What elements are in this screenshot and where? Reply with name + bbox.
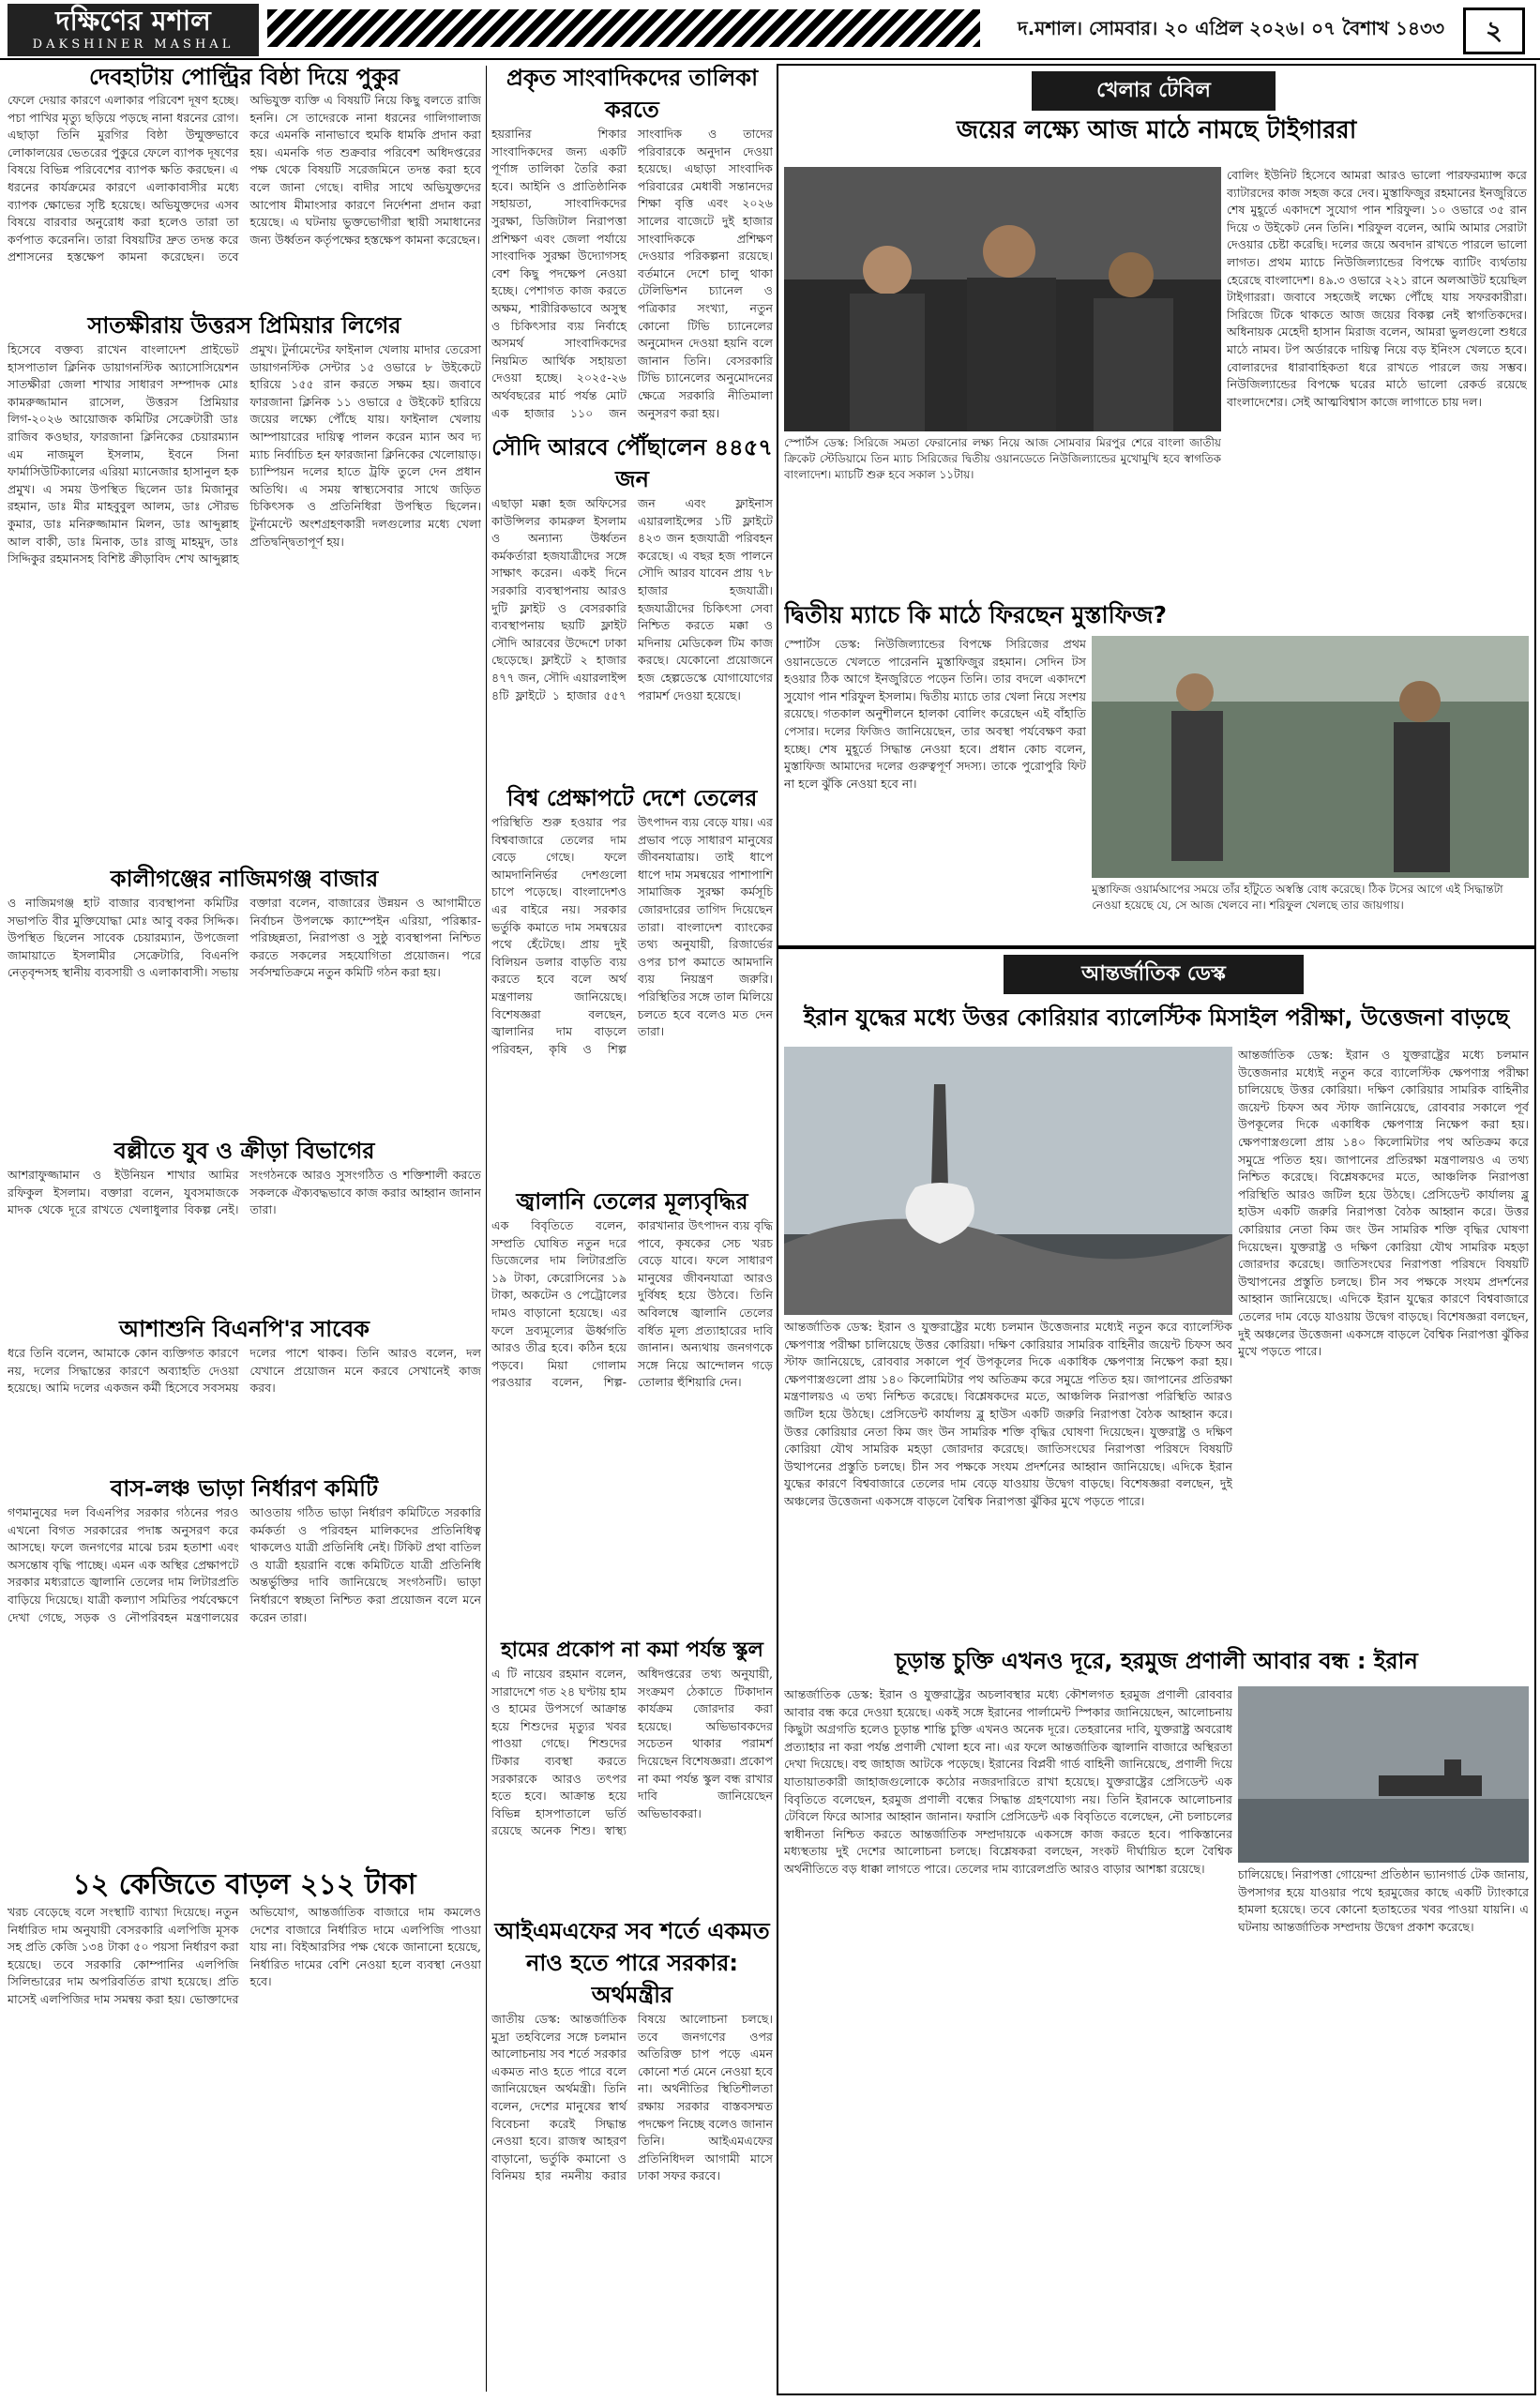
- article-lpg-body: খরচ বেড়েছে বলে সংস্থাটি ব্যাখ্যা দিয়েছে। নতুন নির্ধারিত দাম অনুযায়ী বেসরকারি এলপিজি মূসক সহ প্রতি কেজি ১৩৪ টাকা ৫০ পয়সা নির্ধারণ করা হয়েছে। তবে সরকারি কোম্পানির এলপিজি সিলিন্ডারের দাম অপরিবর্তিত রাখা হয়েছে। প্রতি মাসেই এলপিজির দাম সমন্বয় করা হয়। ভোক্তাদের অভিযোগ, আন্তর্জাতিক বাজারে দাম কমলেও দেশের বাজারে নির্ধারিত দামে এলপিজি পাওয়া যায় না। বিইআরসির পক্ষ থেকে জানানো হয়েছে, নির্ধারিত দামের বেশি নেওয়া হলে ব্যবস্থা নেওয়া হবে।: [8, 1905, 481, 2006]
- headline-tigers[interactable]: জয়ের লক্ষ্যে আজ মাঠে নামছে টাইগাররা: [956, 116, 1357, 144]
- middle-column: [491, 62, 773, 2397]
- logo-bengali: দক্ষিণের মশাল: [55, 5, 211, 37]
- international-section-title: আন্তর্জাতিক ডেস্ক: [1004, 955, 1304, 994]
- headline-youth[interactable]: বল্লীতে যুব ও ক্রীড়া বিভাগের: [113, 1138, 375, 1164]
- article-kaliganj-body: ও নাজিমগঞ্জ হাট বাজার ব্যবস্থাপনা কমিটির সভাপতি বীর মুক্তিযোদ্ধা মোঃ আবু বকর সিদ্দিক। উপস্থিত ছিলেন সাবেক চেয়ারম্যান, উপজেলা জামায়াতে ইসলামীর সেক্রেটারি, বিএনপি নেতৃবৃন্দসহ স্থানীয় ব্যবসায়ী ও এলাকাবাসী। সভায় বক্তারা বলেন, বাজারের উন্নয়ন ও আগামীতে নির্বাচন উপলক্ষে ক্যাম্পেইন এরিয়া, পরিষ্কার-পরিচ্ছন্নতা, নিরাপত্তা ও সুষ্ঠু ব্যবস্থাপনা নিশ্চিত করতে সকলের সহযোগিতা প্রয়োজন। পরে সর্বসম্মতিক্রমে নতুন কমিটি গঠন করা হয়।: [8, 896, 481, 980]
- article-pond-body: ফেলে দেয়ার কারণে এলাকার পরিবেশ দূষণ হচ্ছে। পচা পাখির মৃত্যু ছড়িয়ে পড়ছে নানা ধরনের রোগ। এছাড়া তিনি মুরগির বিষ্ঠা উন্মুক্তভাবে লোকালয়ের ভেতরের পুকুরে ফেলে ব্যাপক দূষণের বিষয়ে বিভিন্ন পরিবেশের ব্যাপক ক্ষতি করছেন। এ ধরনের কার্যক্রমের কারণে এলাকাবাসীর মধ্যে ব্যাপক ক্ষোভের সৃষ্টি হয়েছে। অভিযুক্তদের এসব বিষয়ে বারবার অনুরোধ করা হলেও তারা তা কর্ণপাত করেননি। তারা বিষয়টির দ্রুত তদন্ত করে প্রশাসনের হস্তক্ষেপ কামনা করেছেন। তবে অভিযুক্ত ব্যক্তি এ বিষয়টি নিয়ে কিছু বলতে রাজি হননি। সে তাদেরকে নানা ধরনের গালিগালাজ করে এমনকি নানাভাবে হুমকি ধামকি প্রদান করা হয়। এমনকি গত শুক্রবার পরিবেশ অধিদপ্তরের পক্ষ থেকে বিষয়টি সরেজমিনে তদন্ত করা হবে বলে জানা গেছে। বাদীর সাথে অভিযুক্তদের আপোষ মীমাংসার কারণে নির্দেশনা প্রদান করা হয়েছে। এ ঘটনায় ভুক্তভোগীরা স্থায়ী সমাধানের জন্য উর্ধ্বতন কর্তৃপক্ষের হস্তক্ষেপ কামনা করেছেন।: [8, 93, 481, 264]
- article-measles-body: এ টি নায়েব রহমান বলেন, সারাদেশে গত ২৪ ঘণ্টায় হাম ও হামের উপসর্গে আক্রান্ত হয়ে শিশুদের মৃত্যুর খবর পাওয়া গেছে। শিশুদের টিকার ব্যবস্থা করতে সরকারকে আরও তৎপর হতে হবে। আক্রান্ত হয়ে বিভিন্ন হাসপাতালে ভর্তি রয়েছে অনেক শিশু। স্বাস্থ্য অধিদপ্তরের তথ্য অনুযায়ী, সংক্রমণ ঠেকাতে টিকাদান কার্যক্রম জোরদার করা হয়েছে। অভিভাবকদের সচেতন থাকার পরামর্শ দিয়েছেন বিশেষজ্ঞরা। প্রকোপ না কমা পর্যন্ত স্কুল বন্ধ রাখার দাবি জানিয়েছেন অভিভাবকরা।: [491, 1667, 773, 1838]
- headline-oil-world[interactable]: বিশ্ব প্রেক্ষাপটে দেশে তেলের: [506, 785, 758, 811]
- masthead: [0, 0, 1540, 60]
- article-oil-world-body: পরিস্থিতি শুরু হওয়ার পর বিশ্ববাজারে তেলের দাম বেড়ে গেছে। ফলে আমদানিনির্ভর দেশগুলো চাপে পড়েছে। বাংলাদেশও এর বাইরে নয়। সরকার ভর্তুকি কমাতে দাম সমন্বয়ের পথে হেঁটেছে। প্রায় দুই বিলিয়ন ডলার বাড়তি ব্যয় করতে হবে বলে অর্থ মন্ত্রণালয় জানিয়েছে। বিশেষজ্ঞরা বলছেন, জ্বালানির দাম বাড়লে পরিবহন, কৃষি ও শিল্প উৎপাদন ব্যয় বেড়ে যায়। এর প্রভাব পড়ে সাধারণ মানুষের জীবনযাত্রায়। তাই ধাপে ধাপে দাম সমন্বয়ের পাশাপাশি সামাজিক সুরক্ষা কর্মসূচি জোরদারের তাগিদ দিয়েছেন তারা। বাংলাদেশ ব্যাংকের তথ্য অনুযায়ী, রিজার্ভের ওপর চাপ কমাতে আমদানি ব্যয় নিয়ন্ত্রণ জরুরি। পরিস্থিতির সঙ্গে তাল মিলিয়ে চলতে হবে বলেও মত দেন তারা।: [491, 815, 773, 1056]
- headline-measles[interactable]: হামের প্রকোপ না কমা পর্যন্ত স্কুল: [501, 1638, 763, 1662]
- article-bus-body: গণমানুষের দল বিএনপির সরকার গঠনের পরও এখনো বিগত সরকারের পদাঙ্ক অনুসরণ করে আসছে। ফলে জনগণের মাঝে চরম হতাশা এবং অসন্তোষ বৃদ্ধি পাচ্ছে। এমন এক অস্থির প্রেক্ষাপটে সরকার মধ্যরাতে জ্বালানি তেলের দাম লিটারপ্রতি বাড়িয়ে দিয়েছে। যাত্রী কল্যাণ সমিতির পর্যবেক্ষণে দেখা গেছে, সড়ক ও নৌপরিবহন মন্ত্রণালয়ের আওতায় গঠিত ভাড়া নির্ধারণ কমিটিতে সরকারি কর্মকর্তা ও পরিবহন মালিকদের প্রতিনিধিত্ব থাকলেও যাত্রী প্রতিনিধি নেই। টিকিট প্রথা বাতিল ও যাত্রী হয়রানি বন্ধে কমিটিতে যাত্রী প্রতিনিধি অন্তর্ভুক্তির দাবি জানিয়েছে সংগঠনটি। ভাড়া নির্ধারণে স্বচ্ছতা নিশ্চিত করা প্রয়োজন বলে মনে করেন তারা।: [8, 1505, 481, 1624]
- international-section: [777, 947, 1536, 2395]
- column-divider: [486, 66, 487, 2392]
- headline-saudi[interactable]: সৌদি আরবে পৌঁছালেন ৪৪৫৭ জন: [491, 434, 773, 492]
- article-mustafiz-body: স্পোর্টস ডেস্ক: নিউজিল্যান্ডের বিপক্ষে সিরিজের প্রথম ওয়ানডেতে খেলতে পারেননি মুস্তাফিজুর রহমান। সেদিন টস হওয়ার ঠিক আগে ইনজুরিতে পড়েন তিনি। তার বদলে একাদশে সুযোগ পান শরিফুল ইসলাম। দ্বিতীয় ম্যাচে তার খেলা নিয়ে সংশয় রয়েছে। গতকাল অনুশীলনে হালকা বোলিং করেছেন এই বাঁহাতি পেসার। দলের ফিজিও জানিয়েছেন, তার অবস্থা পর্যবেক্ষণ করা হচ্ছে। শেষ মুহূর্তে সিদ্ধান্ত নেওয়া হবে। প্রধান কোচ বলেন, মুস্তাফিজ আমাদের দলের গুরুত্বপূর্ণ সদস্য। তাকে পুরোপুরি ফিট না হলে ঝুঁকি নেওয়া হবে না।: [784, 637, 1086, 791]
- sports-section-title: খেলার টেবিল: [1032, 71, 1276, 111]
- article-journalists-body: হয়রানির শিকার সাংবাদিকদের জন্য একটি পূর্ণাঙ্গ তালিকা তৈরি করা হবে। আইনি ও প্রাতিষ্ঠানিক সহায়তা, সাংবাদিকদের সুরক্ষা, ডিজিটাল নিরাপত্তা প্রশিক্ষণ এবং জেলা পর্যায়ে সাংবাদিক সুরক্ষা উদ্যোগসহ বেশ কিছু পদক্ষেপ নেওয়া হচ্ছে। পেশাগত কাজ করতে অক্ষম, শারীরিকভাবে অসুস্থ ও চিকিৎসার ব্যয় নির্বাহে অসমর্থ সাংবাদিকদের নিয়মিত আর্থিক সহায়তা দেওয়া হচ্ছে। ২০২৫-২৬ অর্থবছরের মার্চ পর্যন্ত মোট এক হাজার ১১০ জন সাংবাদিক ও তাদের পরিবারকে অনুদান দেওয়া হয়েছে। এছাড়া সাংবাদিক পরিবারের মেধাবী সন্তানদের শিক্ষা বৃত্তি এবং ২০২৬ সালের বাজেটে দুই হাজার সাংবাদিককে প্রশিক্ষণ দেওয়ার পরিকল্পনা রয়েছে। বর্তমানে দেশে চালু থাকা টেলিভিশন চ্যানেল ও পত্রিকার সংখ্যা, নতুন কোনো টিভি চ্যানেলের অনুমোদন দেওয়া হয়নি বলে জানান তিনি। বেসরকারি টিভি চ্যানেলের অনুমোদনের ক্ষেত্রে সরকারি নীতিমালা অনুসরণ করা হয়।: [491, 127, 773, 420]
- mustafiz-photo-caption: মুস্তাফিজ ওয়ার্মআপের সময়ে তাঁর হাঁটুতে অস্বস্তি বোধ করেছে। ঠিক টসের আগে এই সিদ্ধান্তটা নেওয়া হয়েছে যে, সে আজ খেলবে না। শরিফুল খেলছে তার জায়গায়।: [1092, 883, 1503, 912]
- article-tigers-body: বোলিং ইউনিট হিসেবে আমরা আরও ভালো পারফরম্যান্স করে ব্যাটারদের কাজ সহজ করে দেব। মুস্তাফিজুর রহমানের ইনজুরিতে শেষ মুহূর্তে একাদশে সুযোগ পান শরিফুল। ১০ ওভারে ৩৫ রান দিয়ে ৩ উইকেট নেন তিনি। শরিফুল বলেন, আমি আমার সেরাটা দেওয়ার চেষ্টা করেছি। দলের জয়ে অবদান রাখতে পারলে ভালো লাগত। প্রথম ম্যাচে নিউজিল্যান্ডের বিপক্ষে ব্যাটিং ব্যর্থতায় হেরেছে বাংলাদেশ। ৪৯.৩ ওভারে ২২১ রানে অলআউট হয়েছিল টাইগাররা। জবাবে সহজেই লক্ষ্যে পৌঁছে যায় সফরকারীরা। সিরিজে টিকে থাকতে আজ জয়ের বিকল্প নেই স্বাগতিকদের। অধিনায়ক মেহেদী হাসান মিরাজ বলেন, আমরা ভুলগুলো শুধরে মাঠে নামব। টপ অর্ডারকে দায়িত্ব নিয়ে বড় ইনিংস খেলতে হবে। বোলারদের ধারাবাহিকতা ধরে রাখতে পারলে জয় সম্ভব। নিউজিল্যান্ডের বিপক্ষে ঘরের মাঠে ভালো রেকর্ড রয়েছে বাংলাদেশের। সেই আত্মবিশ্বাস কাজে লাগাতে চায় দল।: [1227, 168, 1527, 409]
- masthead-stripe-decoration: [267, 9, 980, 47]
- mustafiz-photo: [1092, 636, 1529, 878]
- headline-fuel-price[interactable]: জ্বালানি তেলের মূল্যবৃদ্ধির: [516, 1188, 748, 1215]
- headline-journalists[interactable]: প্রকৃত সাংবাদিকদের তালিকা করতে: [506, 65, 759, 123]
- headline-premier[interactable]: সাতক্ষীরায় উত্তরস প্রিমিয়ার লিগের: [87, 312, 401, 339]
- article-youth-body: আশরাফুজ্জামান ও ইউনিয়ন শাখার আমির রফিকুল ইসলাম। বক্তারা বলেন, যুবসমাজকে মাদক থেকে দূরে রাখতে খেলাধুলার বিকল্প নেই। সংগঠনকে আরও সুসংগঠিত ও শক্তিশালী করতে সকলকে ঐক্যবদ্ধভাবে কাজ করার আহ্বান জানান তারা।: [8, 1168, 481, 1217]
- headline-bus[interactable]: বাস-লঞ্চ ভাড়া নির্ধারণ কমিটি: [110, 1475, 379, 1502]
- page-number: ২: [1463, 8, 1525, 54]
- article-fuel-price-body: এক বিবৃতিতে বলেন, সম্প্রতি ঘোষিত নতুন দরে ডিজেলের দাম লিটারপ্রতি ১৯ টাকা, কেরোসিনের ১৯ টাকা, অকটেন ও পেট্রোলের দামও বাড়ানো হয়েছে। এর ফলে দ্রব্যমূল্যের ঊর্ধ্বগতি আরও তীব্র হবে। কঠিন হয়ে পড়বে। মিয়া গোলাম পরওয়ার বলেন, শিল্প-কারখানার উৎপাদন ব্যয় বৃদ্ধি পাবে, কৃষকের সেচ খরচ বেড়ে যাবে। ফলে সাধারণ মানুষের জীবনযাত্রা আরও দুর্বিষহ হয়ে উঠবে। তিনি অবিলম্বে জ্বালানি তেলের বর্ধিত মূল্য প্রত্যাহারের দাবি জানান। অন্যথায় জনগণকে সঙ্গে নিয়ে আন্দোলন গড়ে তোলার হুঁশিয়ারি দেন।: [491, 1218, 773, 1390]
- article-bnp-body: ধরে তিনি বলেন, আমাকে কোন ব্যক্তিগত কারণে নয়, দলের সিদ্ধান্তের কারণে অব্যাহতি দেওয়া হয়েছে। আমি দলের একজন কর্মী হিসেবে সবসময় দলের পাশে থাকব। তিনি আরও বলেন, দল যেখানে প্রয়োজন মনে করবে সেখানেই কাজ করব।: [8, 1346, 481, 1396]
- headline-hormuz[interactable]: চূড়ান্ত চুক্তি এখনও দূরে, হরমুজ প্রণালী আবার বন্ধ : ইরান: [895, 1648, 1418, 1674]
- headline-bnp[interactable]: আশাশুনি বিএনপি'র সাবেক: [119, 1316, 370, 1342]
- headline-mustafiz[interactable]: দ্বিতীয় ম্যাচে কি মাঠে ফিরছেন মুস্তাফিজ?: [784, 601, 1167, 628]
- article-imf-body: জাতীয় ডেস্ক: আন্তর্জাতিক মুদ্রা তহবিলের সঙ্গে চলমান আলোচনায় সব শর্তে সরকার একমত নাও হতে পারে বলে জানিয়েছেন অর্থমন্ত্রী। তিনি বলেন, দেশের মানুষের স্বার্থ বিবেচনা করেই সিদ্ধান্ত নেওয়া হবে। রাজস্ব আহরণ বাড়ানো, ভর্তুকি কমানো ও বিনিময় হার নমনীয় করার বিষয়ে আলোচনা চলছে। তবে জনগণের ওপর অতিরিক্ত চাপ পড়ে এমন কোনো শর্ত মেনে নেওয়া হবে না। অর্থনীতির স্থিতিশীলতা রক্ষায় সরকার বাস্তবসম্মত পদক্ষেপ নিচ্ছে বলেও জানান তিনি। আইএমএফের প্রতিনিধিদল আগামী মাসে ঢাকা সফর করবে।: [491, 2012, 773, 2183]
- headline-lpg[interactable]: ১২ কেজিতে বাড়ল ২১২ টাকা: [72, 1868, 416, 1901]
- sports-section: [777, 64, 1536, 947]
- headline-kaliganj[interactable]: কালীগঞ্জের নাজিমগঞ্জ বাজার: [110, 866, 379, 892]
- article-hormuz-side: চালিয়েছে। নিরাপত্তা গোয়েন্দা প্রতিষ্ঠান ভ্যানগার্ড টেক জানায়, উপসাগর হয়ে যাওয়ার পথে হরমুজের কাছে একটি ট্যাংকারে হামলা হয়েছে। তবে কোনো হতাহতের খবর পাওয়া যায়নি। এ ঘটনায় আন্তর্জাতিক সম্প্রদায় উদ্বেগ প্রকাশ করেছে।: [1238, 1867, 1529, 1934]
- missile-photo: [784, 1047, 1232, 1315]
- article-iran-nk-side: আন্তর্জাতিক ডেস্ক: ইরান ও যুক্তরাষ্ট্রের মধ্যে চলমান উত্তেজনার মধ্যেই নতুন করে ব্যালেস্টিক ক্ষেপণাস্ত্র পরীক্ষা চালিয়েছে উত্তর কোরিয়া। দক্ষিণ কোরিয়ার সামরিক বাহিনীর জয়েন্ট চিফস অব স্টাফ জানিয়েছে, রোববার সকালে পূর্ব উপকূলের দিকে একাধিক ক্ষেপণাস্ত্র নিক্ষেপ করা হয়। ক্ষেপণাস্ত্রগুলো প্রায় ১৪০ কিলোমিটার পথ অতিক্রম করে সমুদ্রে পতিত হয়। জাপানের প্রতিরক্ষা মন্ত্রণালয়ও এ তথ্য নিশ্চিত করেছে। বিশ্লেষকদের মতে, আঞ্চলিক নিরাপত্তা পরিস্থিতি আরও জটিল হয়ে উঠছে। প্রেসিডেন্ট কার্যালয় ব্লু হাউস একটি জরুরি নিরাপত্তা বৈঠক আহ্বান করে। উত্তর কোরিয়ার নেতা কিম জং উন সামরিক শক্তি বৃদ্ধির ঘোষণা দিয়েছেন। যুক্তরাষ্ট্র ও দক্ষিণ কোরিয়া যৌথ সামরিক মহড়া জোরদার করেছে। জাতিসংঘের নিরাপত্তা পরিষদে বিষয়টি উত্থাপনের প্রস্তুতি চলছে। চীন সব পক্ষকে সংযম প্রদর্শনের আহ্বান জানিয়েছে। এদিকে ইরান যুদ্ধের কারণে বিশ্ববাজারে তেলের দাম বেড়ে যাওয়ায় উদ্বেগ বাড়ছে। বিশেষজ্ঞরা বলছেন, দুই অঞ্চলের উত্তেজনা একসঙ্গে বাড়লে বৈশ্বিক নিরাপত্তা ঝুঁকির মুখে পড়তে পারে।: [1238, 1048, 1529, 1359]
- article-saudi-body: এছাড়া মক্কা হজ অফিসের কাউন্সিলর কামরুল ইসলাম ও অন্যান্য উর্ধ্বতন কর্মকর্তারা হজযাত্রীদের সঙ্গে সাক্ষাৎ করেন। একই দিনে সরকারি ব্যবস্থাপনায় আরও দুটি ফ্লাইট ও বেসরকারি ব্যবস্থাপনায় ছয়টি ফ্লাইট সৌদি আরবের উদ্দেশে ঢাকা ছেড়েছে। ফ্লাইটে ২ হাজার ৪৭৭ জন, সৌদি এয়ারলাইন্স ৪টি ফ্লাইটে ১ হাজার ৫৫৭ জন এবং ফ্লাইনাস এয়ারলাইন্সের ১টি ফ্লাইটে ৪২৩ জন হজযাত্রী পরিবহন করেছে। এ বছর হজ পালনে সৌদি আরব যাবেন প্রায় ৭৮ হাজার হজযাত্রী। হজযাত্রীদের চিকিৎসা সেবা নিশ্চিত করতে মক্কা ও মদিনায় মেডিকেল টিম কাজ করছে। যেকোনো প্রয়োজনে হজ হেল্পডেস্কে যোগাযোগের পরামর্শ দেওয়া হয়েছে।: [491, 496, 773, 702]
- article-iran-nk-body: আন্তর্জাতিক ডেস্ক: ইরান ও যুক্তরাষ্ট্রের মধ্যে চলমান উত্তেজনার মধ্যেই নতুন করে ব্যালেস্টিক ক্ষেপণাস্ত্র পরীক্ষা চালিয়েছে উত্তর কোরিয়া। দক্ষিণ কোরিয়ার সামরিক বাহিনীর জয়েন্ট চিফস অব স্টাফ জানিয়েছে, রোববার সকালে পূর্ব উপকূলের দিকে একাধিক ক্ষেপণাস্ত্র নিক্ষেপ করা হয়। ক্ষেপণাস্ত্রগুলো প্রায় ১৪০ কিলোমিটার পথ অতিক্রম করে সমুদ্রে পতিত হয়। জাপানের প্রতিরক্ষা মন্ত্রণালয়ও এ তথ্য নিশ্চিত করেছে। বিশ্লেষকদের মতে, আঞ্চলিক নিরাপত্তা পরিস্থিতি আরও জটিল হয়ে উঠছে। প্রেসিডেন্ট কার্যালয় ব্লু হাউস একটি জরুরি নিরাপত্তা বৈঠক আহ্বান করে। উত্তর কোরিয়ার নেতা কিম জং উন সামরিক শক্তি বৃদ্ধির ঘোষণা দিয়েছেন। যুক্তরাষ্ট্র ও দক্ষিণ কোরিয়া যৌথ সামরিক মহড়া জোরদার করেছে। জাতিসংঘের নিরাপত্তা পরিষদে বিষয়টি উত্থাপনের প্রস্তুতি চলছে। চীন সব পক্ষকে সংযম প্রদর্শনের আহ্বান জানিয়েছে। এদিকে ইরান যুদ্ধের কারণে বিশ্ববাজারে তেলের দাম বেড়ে যাওয়ায় উদ্বেগ বাড়ছে। বিশেষজ্ঞরা বলছেন, দুই অঞ্চলের উত্তেজনা একসঙ্গে বাড়লে বৈশ্বিক নিরাপত্তা ঝুঁকির মুখে পড়তে পারে।: [784, 1320, 1232, 1508]
- practice-session-image: [1092, 636, 1529, 878]
- newspaper-logo[interactable]: [8, 4, 259, 56]
- tigers-photo: [784, 167, 1221, 431]
- dateline: দ.মশাল। সোমবার। ২০ এপ্রিল ২০২৬। ০৭ বৈশাখ ১৪৩৩: [1018, 17, 1444, 39]
- left-column: [8, 62, 481, 2397]
- missile-launch-image: [784, 1047, 1232, 1315]
- headline-imf[interactable]: আইএমএফের সব শর্তে একমত নাও হতে পারে সরকার: অর্থমন্ত্রীর: [494, 1918, 770, 2008]
- headline-pond[interactable]: দেবহাটায় পোল্ট্রির বিষ্ঠা দিয়ে পুকুর: [89, 64, 400, 90]
- logo-english: DAKSHINER MASHAL: [32, 38, 234, 52]
- article-hormuz-body: আন্তর্জাতিক ডেস্ক: ইরান ও যুক্তরাষ্ট্রের অচলাবস্থার মধ্যে কৌশলগত হরমুজ প্রণালী রোববার আবার বন্ধ করে দেওয়া হয়েছে। একই সঙ্গে ইরানের পার্লামেন্ট স্পিকার জানিয়েছেন, আলোচনায় কিছুটা অগ্রগতি হলেও চূড়ান্ত শান্তি চুক্তি এখনও অনেক দূরে। তেহরানের দাবি, যুক্তরাষ্ট্র অবরোধ প্রত্যাহার না করা পর্যন্ত প্রণালী খোলা হবে না। এর ফলে আন্তর্জাতিক জ্বালানি বাজারে অস্থিরতা দেখা দিয়েছে। বহু জাহাজ আটকে পড়েছে। ইরানের বিপ্লবী গার্ড বাহিনী জানিয়েছে, প্রণালী দিয়ে যাতায়াতকারী জাহাজগুলোকে কঠোর নজরদারিতে রাখা হয়েছে। যুক্তরাষ্ট্রের প্রেসিডেন্ট এক বিবৃতিতে বলেছেন, হরমুজ প্রণালী বন্ধের সিদ্ধান্ত গ্রহণযোগ্য নয়। তিনি ইরানকে আলোচনার টেবিলে ফিরে আসার আহ্বান জানান। ফরাসি প্রেসিডেন্ট এক বিবৃতিতে বলেছেন, নৌ চলাচলের স্বাধীনতা নিশ্চিত করতে আন্তর্জাতিক সম্প্রদায়কে একসঙ্গে কাজ করতে হবে। পাকিস্তানের মধ্যস্থতায় দুই দেশের আলোচনা চলছে। বিশ্লেষকরা বলছেন, সংকট দীর্ঘায়িত হলে বৈশ্বিক অর্থনীতিতে বড় ধাক্কা লাগতে পারে। তেলের দাম ব্যারেলপ্রতি আরও বাড়ার আশঙ্কা রয়েছে।: [784, 1687, 1232, 1876]
- cargo-ship-image: [1238, 1686, 1529, 1863]
- ship-photo: [1238, 1686, 1529, 1863]
- article-tigers-intro: স্পোর্টস ডেস্ক: সিরিজে সমতা ফেরানোর লক্ষ্য নিয়ে আজ সোমবার মিরপুর শেরে বাংলা জাতীয় ক্রিকেট স্টেডিয়ামে তিন ম্যাচ সিরিজের দ্বিতীয় ওয়ানডেতে নিউজিল্যান্ডের মুখোমুখি হবে স্বাগতিক বাংলাদেশ। ম্যাচটি শুরু হবে সকাল ১১টায়।: [784, 436, 1221, 481]
- headline-iran-nk[interactable]: ইরান যুদ্ধের মধ্যে উত্তর কোরিয়ার ব্যালেস্টিক মিসাইল পরীক্ষা, উত্তেজনা বাড়ছে: [803, 1004, 1510, 1031]
- article-premier-body: হিসেবে বক্তব্য রাখেন বাংলাদেশ প্রাইভেট হাসপাতাল ক্লিনিক ডায়াগনস্টিক অ্যাসোসিয়েশন সাতক্ষীরা জেলা শাখার সাধারণ সম্পাদক মোঃ কামরুজ্জামান রাসেল, উত্তরস প্রিমিয়ার লিগ-২০২৬ আয়োজক কমিটির সেক্রেটারী ডাঃ রাজিব কওছার, ফারজানা ক্লিনিকের চেয়ারম্যান এম নাজমুল ইসলাম, ইবনে সিনা ফার্মাসিউটিক্যালের এরিয়া ম্যানেজার হাসানুল হক প্রমুখ। এ সময় উপস্থিত ছিলেন ডাঃ মিজানুর রহমান, ডাঃ মীর মাহবুবুল আলম, ডাঃ সৌরভ কুমার, ডাঃ মনিরুজ্জামান মিলন, ডাঃ আব্দুল্লাহ আল বাকী, ডাঃ মিনাক, ডাঃ রাজু মাহমুদ, ডাঃ সিদ্দিকুর রহমানসহ বিশিষ্ট ক্রীড়াবিদ শেখ আব্দুল্লাহ প্রমুখ। টুর্নামেন্টের ফাইনাল খেলায় মাদার তেরেসা ডায়াগনস্টিক সেন্টার ১৫ ওভারে ৮ উইকেটে হারিয়ে ১৫৫ রান করতে সক্ষম হয়। জবাবে ফারজানা ক্লিনিক ১১ ওভারে ৫ উইকেট হারিয়ে জয়ের লক্ষ্যে পৌঁছে যায়। ফাইনাল খেলায় আম্পায়ারের দায়িত্ব পালন করেন ম্যান অব দ্য ম্যাচ নির্বাচিত হন ফারজানা ক্লিনিকের খেলোয়াড়। চ্যাম্পিয়ন দলের হাতে ট্রফি তুলে দেন প্রধান অতিথি। এ সময় স্বাস্থ্যসেবার সাথে জড়িত চিকিৎসক ও প্রতিনিধিরা উপস্থিত ছিলেন। টুর্নামেন্টে অংশগ্রহণকারী দলগুলোর মধ্যে খেলা প্রতিদ্বন্দ্বিতাপূর্ণ হয়।: [8, 342, 481, 566]
- cricket-team-image: [784, 167, 1221, 431]
